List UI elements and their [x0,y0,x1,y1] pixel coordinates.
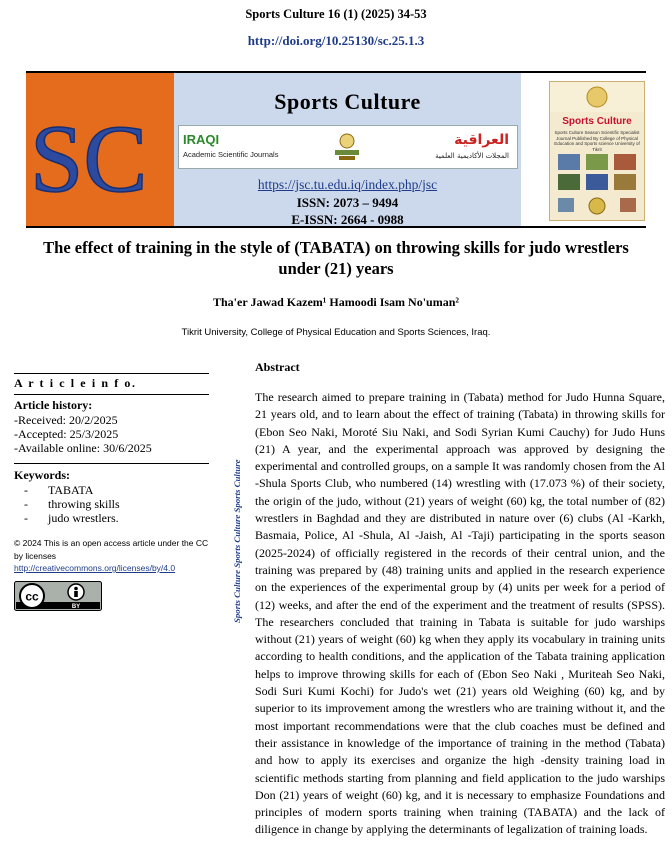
abstract-heading: Abstract [255,360,300,374]
author-list: Tha'er Jawad Kazem¹ Hamoodi Isam No'uman² [213,295,459,309]
journal-reference: Sports Culture 16 (1) (2025) 34-53 [245,7,427,21]
arabic-logo-subtitle: المجلات الأكاديمية العلمية [435,152,509,160]
divider [14,373,209,374]
accepted-date: -Accepted: 25/3/2025 [14,427,119,441]
sc-logo [26,73,174,226]
cc-label: cc [25,589,39,604]
keywords-heading: Keywords: [14,468,70,482]
license-statement: © 2024 This is an open access article under the CC by licenses [14,538,209,561]
vertical-journal-watermark [232,393,242,623]
abstract-body: The research aimed to prepare training in (Tabata) method for Judo Hunna Square, 21 years old, and to learn about the effect of training (Tabata) in throwing skills for (Ebon Seo Naki, Moroté Siu Naki, and Sodi Syrian Kumi Cauchy) for Judo Huns (21) A year, and the experimental approach was approved by designing the experimental and controlled groups, on a sample It was randomly chosen from the Al -Shula Sports Club, who numbered (14) wrestling with (17.073 %) of their society, the origin of the judo, without (21) years of weight (60) kg, the total number of (82) wrestlers in Baghdad and they are distributed in nature over (6) clubs (Al -Karkh, Basmaia, Police, Al -Shula, Al -Jaish, Al -Taji) participating in the sports season (2025-2024) of officially registered in the records of their central union, and the training was prepared by (48) training units and applied in the research experience on the experiences of the experimental group by (4) units per week for a period of (12) weeks, and after the end of the experiment and the treatment of results (SPSS). The researchers concluded that training in Tabata is suitable for judo warships without (21) years of weight (60) kg when they apply its vocabulary in training units according to health conditions, and the application of the Tabata training application helps to improve throwing skills for each of (Ebon Seo Naki , Muriteah Seo Naki, Sodi Suri Kumi Kochi) for Judo's wet (21) years old Weighing (60) kg, and by superior to its improvement among the wrestlers who are training without it, and the most important recommendations were that the club coaches must be defined and their assistance in knowledge of the importance of training in the method (Tabata) and how to apply its exercises and organize the high -density training load in scientific methods starting from planning and field application to the judo warships Don (21) years of weight (60) kg, and it is necessary to emphasize Foundations and principles of modern sports training when training (TABATA) and the lack of diligence in change by applying the determinants of legalization of training loads. [255,390,665,837]
article-info-heading: A r t i c l e i n f o. [14,376,137,390]
emblem-icon [329,130,365,164]
cover-image [549,81,645,221]
journal-banner [26,71,646,228]
banner-center [174,73,521,226]
journal-cover-thumbnail [521,73,646,226]
article-history-heading: Article history: [14,398,93,412]
keyword-item: - throwing skills [24,497,120,511]
iraqi-logo: IRAQI [183,132,220,147]
affiliation: Tikrit University, College of Physical Education and Sports Sciences, Iraq. [181,327,491,338]
arabic-logo: العراقية [454,132,509,148]
divider [14,394,209,395]
divider [14,463,209,464]
iraqi-logo-subtitle: Academic Scientific Journals [183,150,279,159]
banner-title: Sports Culture [274,89,421,114]
article-title: The effect of training in the style of (TABATA) on throwing skills for judo wrestlers under (21) years [43,238,629,278]
keyword-item: - TABATA [24,483,94,497]
vertical-text: Sports Culture Sports Culture Sports Culture [232,459,242,623]
cc-by-badge[interactable] [14,581,102,611]
license-link[interactable]: http://creativecommons.org/licenses/by/4.0 [14,563,176,573]
eissn: E-ISSN: 2664 - 0988 [291,212,404,227]
available-online-date: -Available online: 30/6/2025 [14,441,152,455]
sc-logo-text: SC [30,105,148,212]
received-date: -Received: 20/2/2025 [14,413,118,427]
article-info-sidebar [14,373,214,615]
keyword-item: - judo wrestlers. [24,511,119,525]
cover-subtitle: Sports Culture Season Scientific Specialist Journal Published By College of Physical Education and Sports science University of Tikrit [554,130,640,152]
issn: ISSN: 2073 – 9494 [296,195,399,210]
cover-title: Sports Culture [562,116,632,127]
by-label: BY [71,604,81,610]
doi-link[interactable]: http://doi.org/10.25130/sc.25.1.3 [247,33,425,48]
journal-website-link[interactable]: https://jsc.tu.edu.iq/index.php/jsc [257,177,438,192]
partner-logos [178,125,518,169]
